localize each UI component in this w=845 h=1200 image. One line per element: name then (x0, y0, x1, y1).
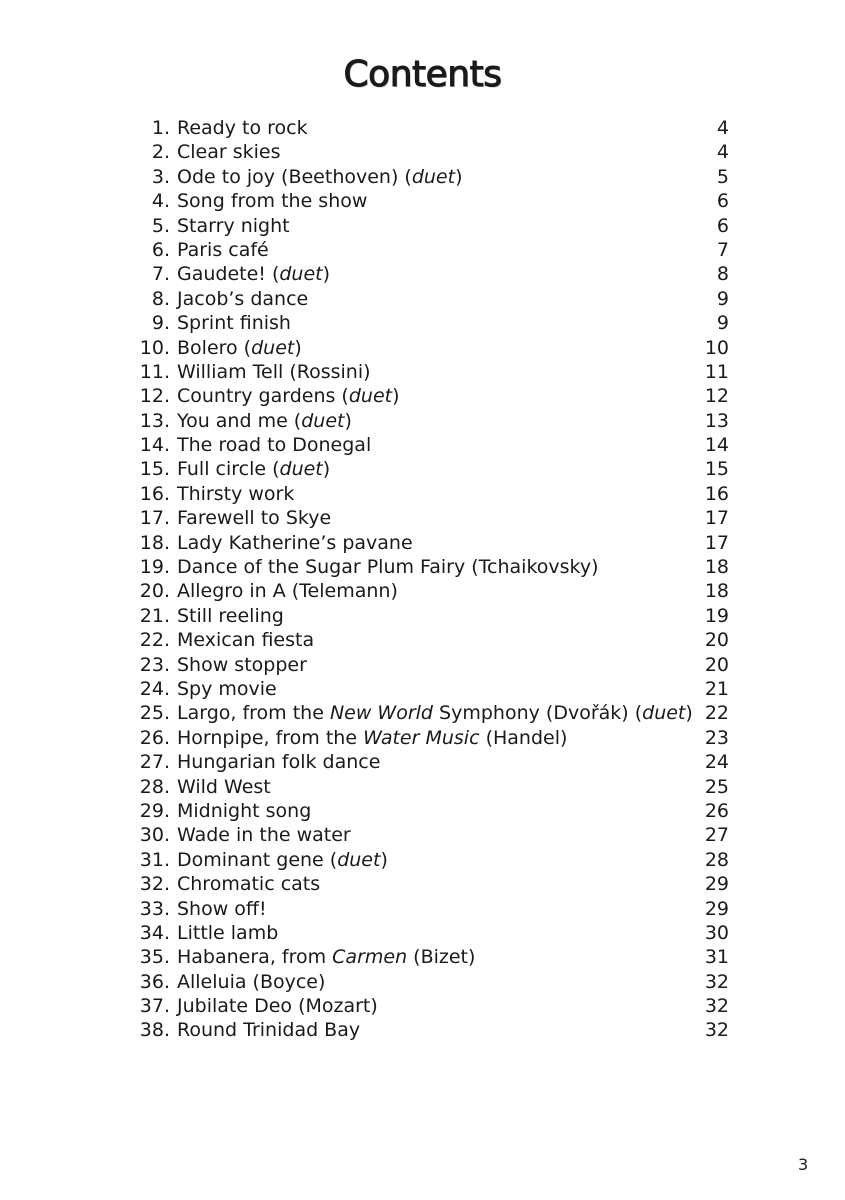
entry-title (177, 750, 380, 774)
contents-entry (120, 750, 732, 774)
entry-page-number: 4 (716, 141, 729, 164)
entry-page-number: 6 (716, 214, 729, 237)
entry-title-part: (Bizet) (407, 946, 476, 969)
entry-page-number: 23 (704, 726, 729, 749)
entry-title-italic-part: Carmen (332, 946, 408, 969)
entry-title-part: Spy movie (177, 677, 277, 700)
entry-number: 16. (139, 482, 170, 505)
contents-entry (120, 994, 732, 1018)
entry-title-italic-part: duet (301, 409, 345, 432)
entry-page-number: 20 (704, 629, 729, 652)
entry-page-number: 10 (704, 336, 729, 359)
contents-entry (120, 116, 732, 140)
entry-title-italic-part: duet (337, 848, 381, 871)
contents-list (120, 116, 732, 1043)
entry-title-part: Ode to joy (Beethoven) ( (177, 165, 412, 188)
entry-title (177, 384, 400, 408)
contents-entry (120, 433, 732, 457)
entry-title-part: Farewell to Skye (177, 507, 332, 530)
entry-title-part: William Tell (Rossini) (177, 360, 371, 383)
entry-title-italic-part: duet (251, 336, 295, 359)
entry-title-part: Hungarian folk dance (177, 751, 381, 774)
entry-title (177, 555, 599, 579)
entry-title-part: ) (685, 702, 693, 725)
entry-title-part: Thirsty work (177, 482, 295, 505)
contents-entry (120, 409, 732, 433)
entry-page-number: 21 (704, 677, 729, 700)
entry-title-part: Still reeling (177, 604, 284, 627)
contents-entry (120, 823, 732, 847)
entry-number: 21. (139, 604, 170, 627)
entry-title-part: Starry night (177, 214, 290, 237)
entry-title (177, 799, 311, 823)
contents-entry (120, 165, 732, 189)
entry-title-italic-part: New World (329, 702, 433, 725)
entry-page-number: 22 (704, 702, 729, 725)
entry-title-part: Dominant gene ( (177, 848, 338, 871)
entry-number: 5. (151, 214, 170, 237)
entry-page-number: 26 (704, 799, 729, 822)
entry-number: 36. (139, 970, 170, 993)
entry-title (177, 994, 378, 1018)
contents-entry (120, 921, 732, 945)
contents-entry (120, 1018, 732, 1042)
entry-number: 20. (139, 580, 170, 603)
entry-title-part: Hornpipe, from the (177, 726, 364, 749)
entry-page-number: 28 (704, 848, 729, 871)
entry-title-part: ) (380, 848, 388, 871)
entry-number: 11. (139, 360, 170, 383)
entry-number: 1. (151, 117, 170, 139)
entry-page-number: 6 (716, 190, 729, 213)
entry-number: 30. (139, 824, 170, 847)
entry-title-part: ) (392, 385, 400, 408)
entry-title-part: Habanera, from (177, 946, 333, 969)
entry-title (177, 409, 352, 433)
entry-title-part: ) (322, 458, 331, 481)
entry-title-part: Round Trinidad Bay (177, 1019, 361, 1042)
entry-page-number: 9 (716, 312, 729, 335)
entry-number: 14. (139, 434, 170, 457)
entry-title-part: Jubilate Deo (Mozart) (177, 995, 378, 1018)
entry-number: 34. (139, 921, 170, 944)
entry-page-number: 32 (704, 995, 729, 1018)
entry-number: 33. (139, 897, 170, 920)
contents-entry (120, 336, 732, 360)
entry-number: 37. (139, 995, 170, 1018)
contents-entry (120, 701, 732, 725)
entry-page-number: 16 (704, 482, 729, 505)
entry-page-number: 31 (704, 946, 729, 969)
entry-page-number: 8 (716, 263, 729, 286)
entry-title-part: Little lamb (177, 921, 279, 944)
contents-entry (120, 238, 732, 262)
entry-title-part: Song from the show (177, 190, 368, 213)
entry-title (177, 238, 269, 262)
entry-title-part: ) (322, 263, 331, 286)
page-title: Contents (343, 54, 502, 95)
entry-title-part: Mexican fiesta (177, 629, 315, 652)
entry-title (177, 848, 388, 872)
entry-title (177, 311, 291, 335)
entry-title-part: Largo, from the (177, 702, 330, 725)
entry-page-number: 15 (704, 458, 729, 481)
contents-entry (120, 677, 732, 701)
entry-title-part: Bolero ( (177, 336, 252, 359)
entry-number: 32. (139, 873, 170, 896)
entry-title (177, 116, 308, 140)
entry-title (177, 360, 371, 384)
entry-title (177, 214, 290, 238)
entry-number: 22. (139, 629, 170, 652)
entry-title-part: Symphony (Dvořák) ( (433, 702, 643, 725)
entry-page-number: 11 (704, 360, 729, 383)
contents-entry (120, 897, 732, 921)
contents-entry (120, 140, 732, 164)
entry-title-part: Dance of the Sugar Plum Fairy (Tchaikovsky) (177, 556, 599, 579)
entry-number: 3. (151, 165, 170, 188)
entry-page-number: 18 (704, 556, 729, 579)
entry-title (177, 140, 281, 164)
entry-page-number: 13 (704, 409, 729, 432)
entry-title (177, 287, 308, 311)
entry-title-part: Alleluia (Boyce) (177, 970, 326, 993)
entry-page-number: 12 (704, 385, 729, 408)
entry-number: 7. (151, 263, 170, 286)
entry-number: 31. (139, 848, 170, 871)
contents-entry (120, 970, 732, 994)
entry-title-italic-part: duet (279, 458, 323, 481)
entry-title (177, 165, 463, 189)
entry-title-italic-part: Water Music (363, 726, 480, 749)
entry-page-number: 4 (716, 117, 729, 139)
entry-page-number: 19 (704, 604, 729, 627)
entry-title-part: Show stopper (177, 653, 307, 676)
contents-entry (120, 457, 732, 481)
entry-number: 25. (139, 702, 170, 725)
entry-title (177, 482, 294, 506)
entry-title (177, 189, 367, 213)
entry-title-part: Ready to rock (177, 117, 308, 139)
entry-number: 28. (139, 775, 170, 798)
entry-title (177, 872, 320, 896)
entry-title (177, 579, 398, 603)
entry-number: 27. (139, 751, 170, 774)
entry-title-italic-part: duet (279, 263, 323, 286)
entry-page-number: 17 (704, 531, 729, 554)
contents-entry (120, 384, 732, 408)
entry-title (177, 262, 330, 286)
contents-entry (120, 604, 732, 628)
entry-title (177, 970, 325, 994)
entry-title (177, 897, 267, 921)
contents-entry (120, 579, 732, 603)
contents-entry (120, 775, 732, 799)
entry-number: 13. (139, 409, 170, 432)
entry-title-part: Midnight song (177, 799, 312, 822)
entry-title-part: You and me ( (177, 409, 302, 432)
contents-entry (120, 628, 732, 652)
entry-title-italic-part: duet (348, 385, 393, 408)
entry-number: 4. (151, 190, 170, 213)
entry-number: 9. (151, 312, 170, 335)
contents-entry (120, 360, 732, 384)
entry-number: 24. (139, 677, 170, 700)
contents-entry (120, 848, 732, 872)
page-number: 3 (798, 1155, 809, 1174)
entry-number: 12. (139, 385, 170, 408)
contents-entry (120, 482, 732, 506)
entry-title-part: Gaudete! ( (177, 263, 280, 286)
entry-number: 15. (139, 458, 170, 481)
entry-number: 35. (139, 946, 170, 969)
entry-title (177, 823, 351, 847)
entry-title (177, 945, 475, 969)
entry-number: 10. (139, 336, 170, 359)
entry-page-number: 18 (704, 580, 729, 603)
entry-page-number: 29 (704, 897, 729, 920)
contents-entry (120, 555, 732, 579)
entry-title-part: Show off! (177, 897, 267, 920)
entry-page-number: 29 (704, 873, 729, 896)
entry-page-number: 32 (704, 1019, 729, 1042)
entry-title-part: ) (344, 409, 352, 432)
entry-page-number: 32 (704, 970, 729, 993)
entry-title (177, 457, 330, 481)
entry-title (177, 433, 371, 457)
contents-entry (120, 872, 732, 896)
entry-title-part: Allegro in A (Telemann) (177, 580, 398, 603)
entry-title-part: Lady Katherine’s pavane (177, 531, 413, 554)
contents-entry (120, 653, 732, 677)
contents-entry (120, 189, 732, 213)
contents-entry (120, 726, 732, 750)
entry-title-part: Paris café (177, 238, 269, 261)
entry-title-part: Chromatic cats (177, 873, 321, 896)
entry-page-number: 14 (704, 434, 729, 457)
entry-page-number: 25 (704, 775, 729, 798)
entry-title (177, 701, 693, 725)
entry-title (177, 531, 413, 555)
entry-number: 8. (151, 287, 170, 310)
entry-page-number: 30 (704, 921, 729, 944)
entry-page-number: 17 (704, 507, 729, 530)
entry-number: 38. (139, 1019, 170, 1042)
entry-title (177, 726, 567, 750)
entry-title-part: Country gardens ( (177, 385, 349, 408)
contents-entry (120, 945, 732, 969)
entry-title-part: ) (455, 165, 463, 188)
entry-title-italic-part: duet (642, 702, 686, 725)
entry-title-part: ) (294, 336, 302, 359)
entry-number: 17. (139, 507, 170, 530)
entry-title-part: Clear skies (177, 141, 281, 164)
entry-title (177, 336, 302, 360)
entry-title (177, 921, 278, 945)
entry-title (177, 604, 284, 628)
entry-title-italic-part: duet (411, 165, 456, 188)
entry-title-part: Wade in the water (177, 824, 351, 847)
entry-number: 2. (151, 141, 170, 164)
entry-number: 18. (139, 531, 170, 554)
entry-title-part: (Handel) (479, 726, 568, 749)
entry-title (177, 677, 277, 701)
contents-entry (120, 506, 732, 530)
entry-title (177, 775, 271, 799)
contents-entry (120, 214, 732, 238)
entry-title-part: Sprint finish (177, 312, 291, 335)
entry-number: 6. (151, 238, 170, 261)
entry-title-part: Jacob’s dance (177, 287, 309, 310)
entry-title (177, 1018, 360, 1042)
entry-title-part: The road to Donegal (177, 434, 372, 457)
contents-entry (120, 531, 732, 555)
entry-page-number: 20 (704, 653, 729, 676)
entry-page-number: 24 (704, 751, 729, 774)
entry-number: 19. (139, 556, 170, 579)
entry-number: 29. (139, 799, 170, 822)
entry-page-number: 27 (704, 824, 729, 847)
entry-number: 23. (139, 653, 170, 676)
entry-page-number: 5 (716, 165, 729, 188)
entry-title (177, 653, 307, 677)
contents-entry (120, 799, 732, 823)
contents-entry (120, 287, 732, 311)
entry-title (177, 506, 331, 530)
entry-page-number: 7 (716, 238, 729, 261)
entry-title-part: Wild West (177, 775, 271, 798)
entry-number: 26. (139, 726, 170, 749)
entry-title-part: Full circle ( (177, 458, 280, 481)
entry-page-number: 9 (716, 287, 729, 310)
contents-entry (120, 311, 732, 335)
entry-title (177, 628, 314, 652)
contents-entry (120, 262, 732, 286)
